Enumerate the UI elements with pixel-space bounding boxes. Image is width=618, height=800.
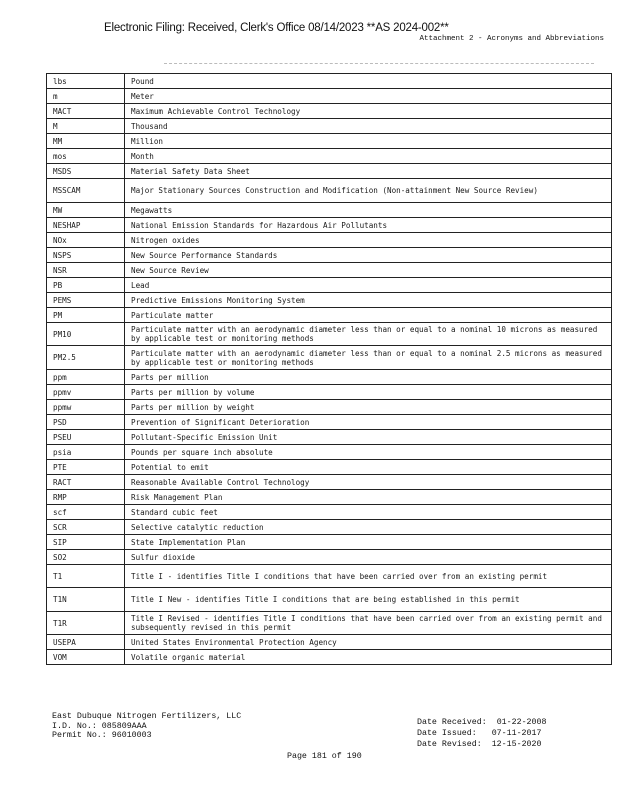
filing-banner: Electronic Filing: Received, Clerk's Office 08/14/2023 **AS 2024-002** xyxy=(104,22,449,34)
acronym-cell: PM xyxy=(47,307,125,322)
definition-cell: Volatile organic material xyxy=(125,650,612,665)
table-row xyxy=(47,322,612,346)
table-row xyxy=(47,74,612,89)
definition-cell: Particulate matter xyxy=(125,307,612,322)
definition-cell: Selective catalytic reduction xyxy=(125,519,612,534)
acronym-cell: T1R xyxy=(47,611,125,635)
acronym-cell: PSD xyxy=(47,414,125,429)
acronym-cell: PB xyxy=(47,277,125,292)
acronym-cell: scf xyxy=(47,504,125,519)
received-value: 01-22-2008 xyxy=(496,718,547,727)
table-row xyxy=(47,444,612,459)
definition-cell: Risk Management Plan xyxy=(125,489,612,504)
acronym-cell: m xyxy=(47,89,125,104)
acronym-cell: NESHAP xyxy=(47,217,125,232)
id-value: 085809AAA xyxy=(101,721,147,731)
definition-cell: Particulate matter with an aerodynamic diameter less than or equal to a nominal 2.5 microns as measured by applicable test or monitoring methods xyxy=(125,346,612,370)
issued-label: Date Issued: xyxy=(417,728,477,738)
definition-cell: Title I Revised - identifies Title I conditions that have been carried over from an existing permit and subsequently revised in this permit xyxy=(125,611,612,635)
definition-cell: Sulfur dioxide xyxy=(125,549,612,564)
acronym-cell: psia xyxy=(47,444,125,459)
acronym-cell: NOx xyxy=(47,232,125,247)
table-row xyxy=(47,369,612,384)
revised-value: 12-15-2020 xyxy=(491,739,542,749)
definition-cell: Parts per million by weight xyxy=(125,399,612,414)
table-row xyxy=(47,414,612,429)
definition-cell: Potential to emit xyxy=(125,459,612,474)
permit-value: 96010003 xyxy=(111,731,152,741)
definition-cell: Predictive Emissions Monitoring System xyxy=(125,292,612,307)
definition-cell: Major Stationary Sources Construction and Modification (Non-attainment New Source Review) xyxy=(125,179,612,203)
permit-label: Permit No.: xyxy=(52,731,107,741)
footer-dates xyxy=(417,718,546,750)
definition-cell: Thousand xyxy=(125,119,612,134)
definition-cell: National Emission Standards for Hazardous Air Pollutants xyxy=(125,217,612,232)
definition-cell: New Source Review xyxy=(125,262,612,277)
definition-cell: Million xyxy=(125,134,612,149)
table-row xyxy=(47,534,612,549)
table-row xyxy=(47,149,612,164)
acronym-cell: MSDS xyxy=(47,164,125,179)
table-row xyxy=(47,89,612,104)
acronym-cell: PM2.5 xyxy=(47,346,125,370)
acronym-cell: NSPS xyxy=(47,247,125,262)
acronym-cell: ppmv xyxy=(47,384,125,399)
acronym-cell: SIP xyxy=(47,534,125,549)
acronym-cell: SO2 xyxy=(47,549,125,564)
footer-facility-info xyxy=(52,712,241,741)
table-row xyxy=(47,307,612,322)
definition-cell: Megawatts xyxy=(125,202,612,217)
acronym-cell: PEMS xyxy=(47,292,125,307)
definition-cell: Particulate matter with an aerodynamic diameter less than or equal to a nominal 10 microns as measured by applicable test or monitoring methods xyxy=(125,322,612,346)
table-row xyxy=(47,489,612,504)
definition-cell: Parts per million by volume xyxy=(125,384,612,399)
acronym-cell: VOM xyxy=(47,650,125,665)
acronym-table xyxy=(46,73,612,665)
definition-cell: Pollutant-Specific Emission Unit xyxy=(125,429,612,444)
acronym-cell: MSSCAM xyxy=(47,179,125,203)
definition-cell: Reasonable Available Control Technology xyxy=(125,474,612,489)
acronym-cell: PM10 xyxy=(47,322,125,346)
id-label: I.D. No.: xyxy=(52,721,97,731)
acronym-cell: NSR xyxy=(47,262,125,277)
issued-value: 07-11-2017 xyxy=(491,728,542,738)
definition-cell: State Implementation Plan xyxy=(125,534,612,549)
definition-cell: Pound xyxy=(125,74,612,89)
acronym-cell: MACT xyxy=(47,104,125,119)
table-row xyxy=(47,277,612,292)
definition-cell: Lead xyxy=(125,277,612,292)
table-row xyxy=(47,247,612,262)
company-name: East Dubuque Nitrogen Fertilizers, LLC xyxy=(52,712,242,721)
acronym-cell: PTE xyxy=(47,459,125,474)
acronym-cell: MM xyxy=(47,134,125,149)
definition-cell: Material Safety Data Sheet xyxy=(125,164,612,179)
acronym-cell: USEPA xyxy=(47,635,125,650)
acronym-cell: MW xyxy=(47,202,125,217)
acronym-cell: ppmw xyxy=(47,399,125,414)
definition-cell: Pounds per square inch absolute xyxy=(125,444,612,459)
acronym-cell: T1N xyxy=(47,588,125,612)
definition-cell: New Source Performance Standards xyxy=(125,247,612,262)
revised-label: Date Revised: xyxy=(417,739,482,749)
definition-cell: Standard cubic feet xyxy=(125,504,612,519)
table-row xyxy=(47,519,612,534)
acronym-cell: SCR xyxy=(47,519,125,534)
acronym-cell: mos xyxy=(47,149,125,164)
table-row xyxy=(47,262,612,277)
table-row xyxy=(47,346,612,370)
table-row xyxy=(47,588,612,612)
table-row xyxy=(47,217,612,232)
acronym-cell: PSEU xyxy=(47,429,125,444)
definition-cell: United States Environmental Protection Agency xyxy=(125,635,612,650)
definition-cell: Title I - identifies Title I conditions that have been carried over from an existing permit xyxy=(125,564,612,588)
table-row xyxy=(47,134,612,149)
table-row xyxy=(47,474,612,489)
attachment-title: Attachment 2 - Acronyms and Abbreviations xyxy=(419,35,604,43)
acronym-cell: lbs xyxy=(47,74,125,89)
acronym-cell: RMP xyxy=(47,489,125,504)
acronym-cell: RACT xyxy=(47,474,125,489)
table-row xyxy=(47,399,612,414)
table-row xyxy=(47,104,612,119)
table-row xyxy=(47,202,612,217)
table-row xyxy=(47,292,612,307)
definition-cell: Maximum Achievable Control Technology xyxy=(125,104,612,119)
definition-cell: Meter xyxy=(125,89,612,104)
table-row xyxy=(47,611,612,635)
table-row xyxy=(47,504,612,519)
definition-cell: Month xyxy=(125,149,612,164)
table-row xyxy=(47,650,612,665)
table-row xyxy=(47,119,612,134)
scan-divider xyxy=(164,63,594,64)
table-row xyxy=(47,384,612,399)
table-row xyxy=(47,179,612,203)
table-row xyxy=(47,549,612,564)
received-label: Date Received: xyxy=(417,718,487,727)
table-row xyxy=(47,635,612,650)
definition-cell: Title I New - identifies Title I conditions that are being established in this permit xyxy=(125,588,612,612)
acronym-cell: T1 xyxy=(47,564,125,588)
table-row xyxy=(47,459,612,474)
definition-cell: Parts per million xyxy=(125,369,612,384)
table-row xyxy=(47,429,612,444)
table-row xyxy=(47,564,612,588)
definition-cell: Nitrogen oxides xyxy=(125,232,612,247)
table-row xyxy=(47,164,612,179)
acronym-cell: ppm xyxy=(47,369,125,384)
table-row xyxy=(47,232,612,247)
definition-cell: Prevention of Significant Deterioration xyxy=(125,414,612,429)
acronym-cell: M xyxy=(47,119,125,134)
page-number: Page 181 of 190 xyxy=(287,752,362,761)
